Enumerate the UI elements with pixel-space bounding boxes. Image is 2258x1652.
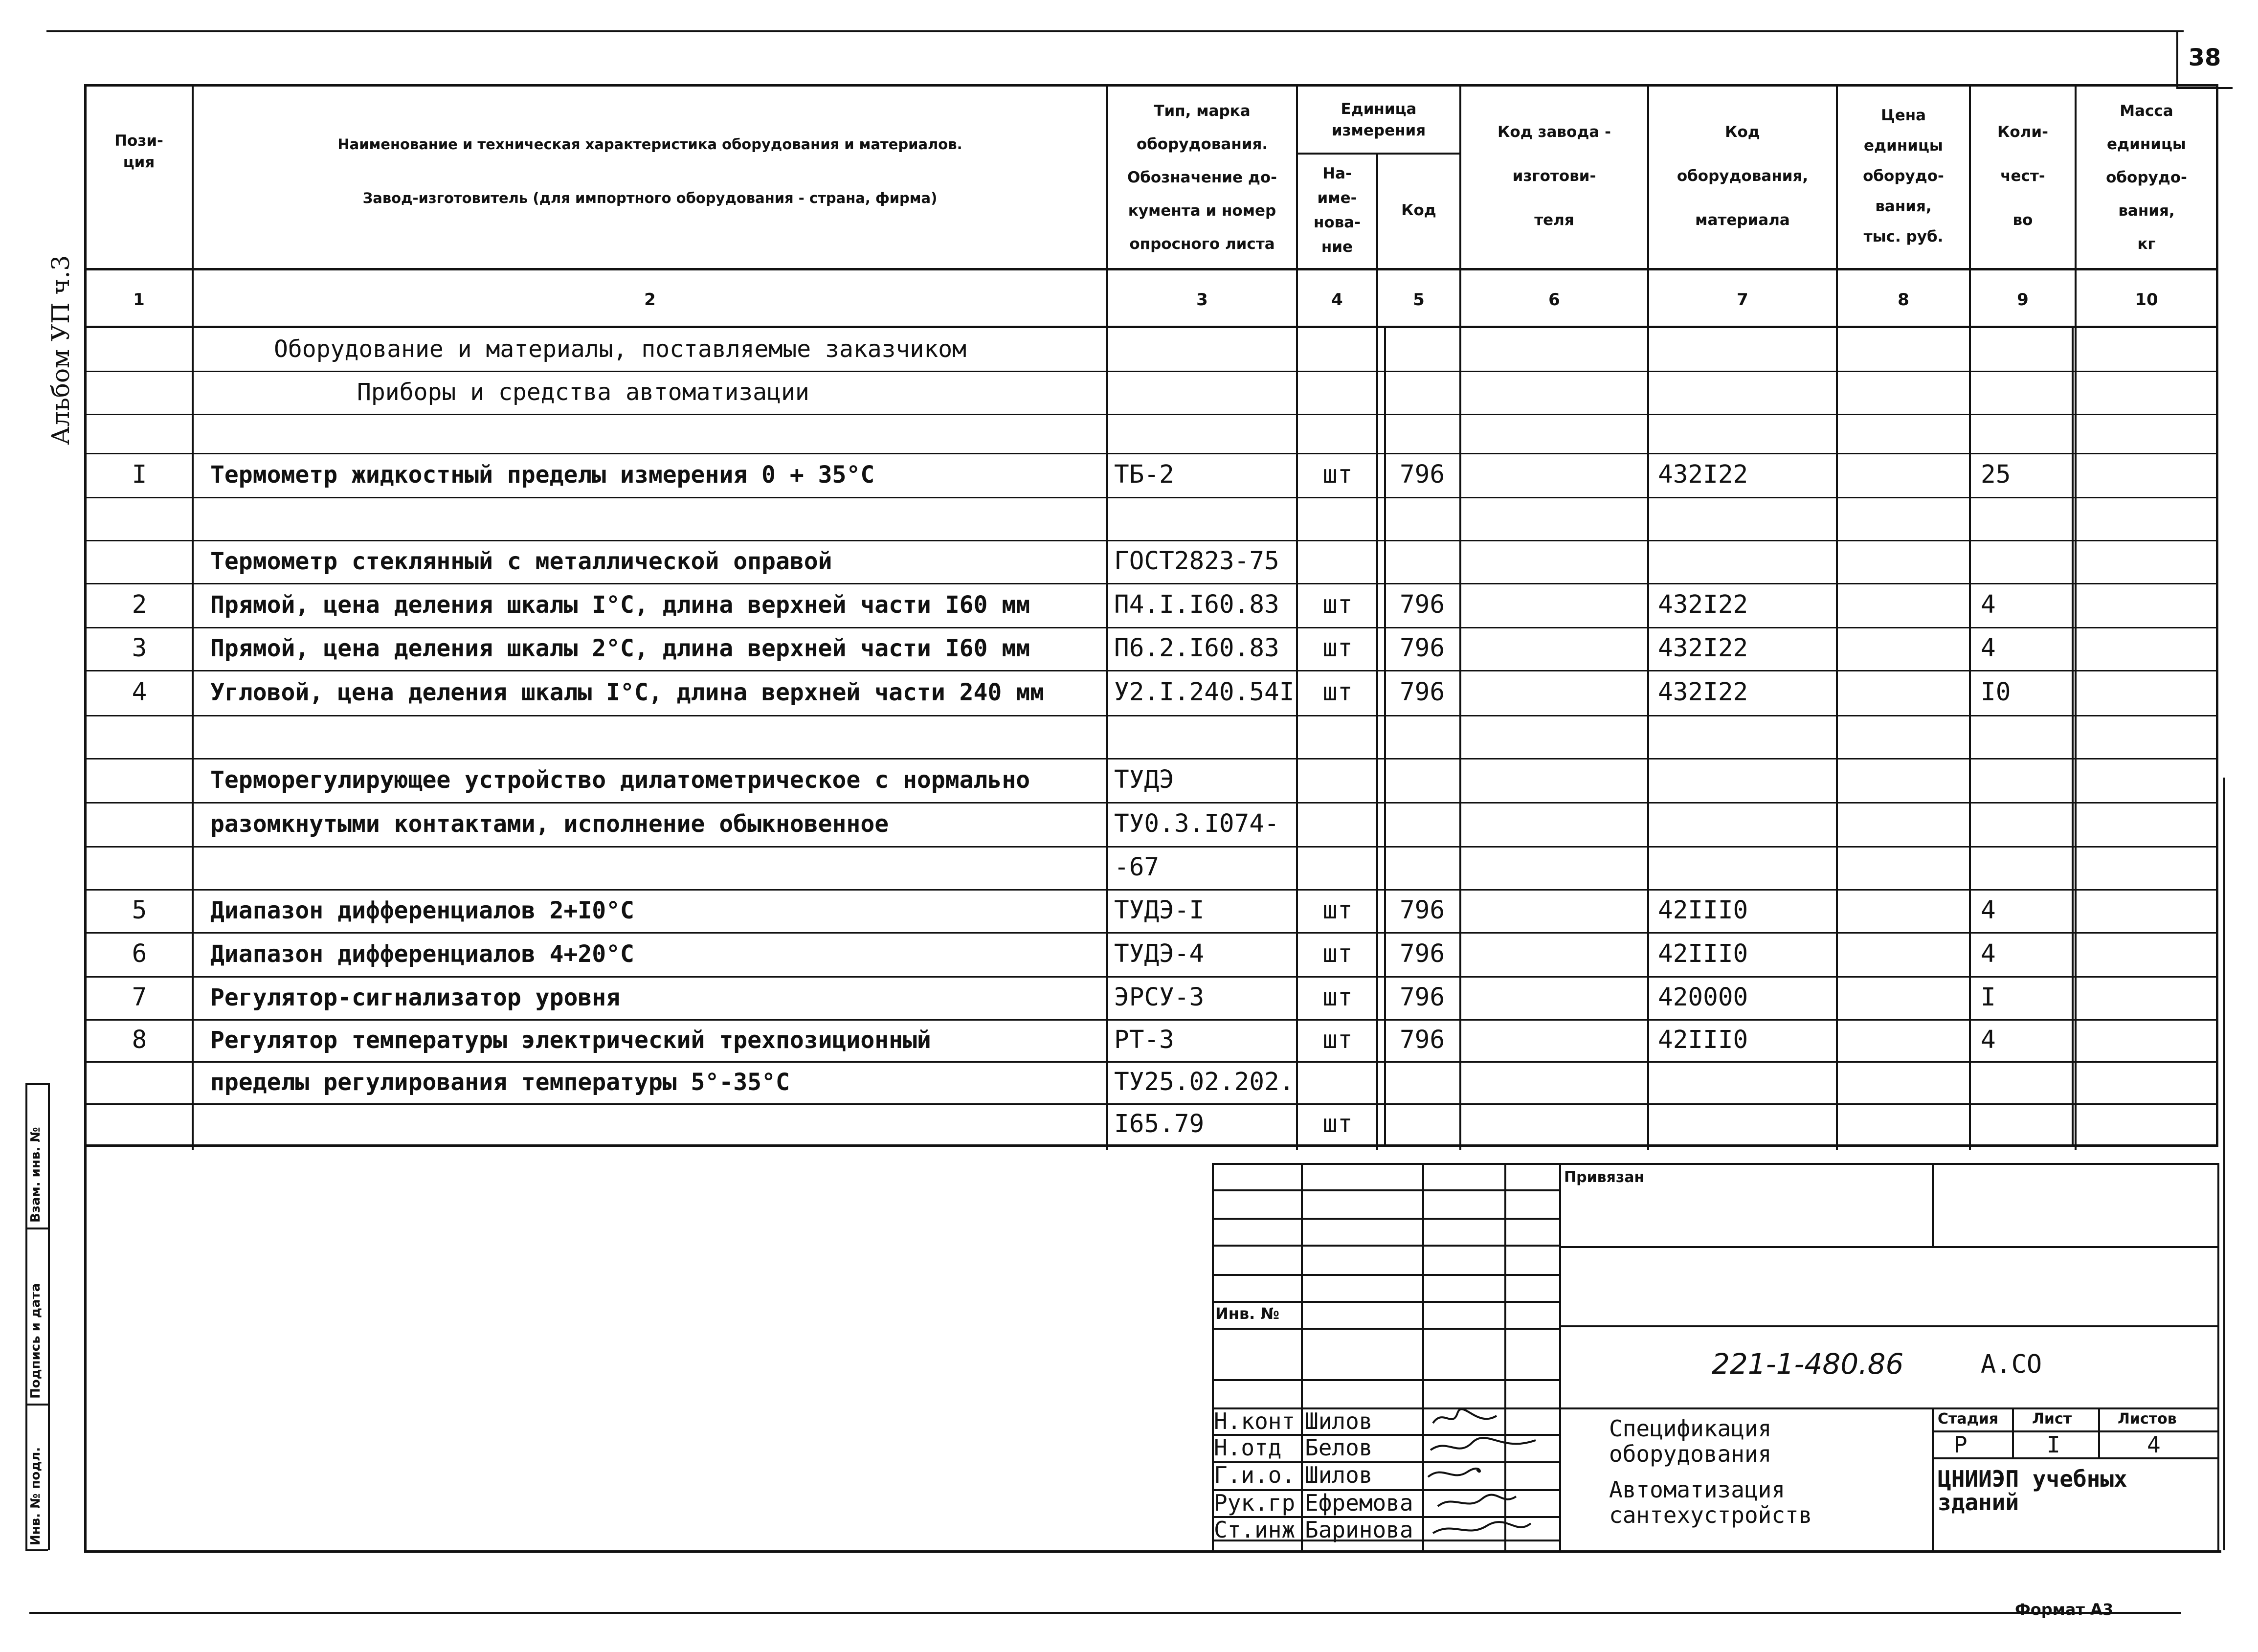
- cell-qty: 25: [1981, 460, 2011, 489]
- cell-qty: I: [1981, 983, 1996, 1012]
- cell-type: ГОСТ2823-75: [1114, 547, 1279, 576]
- cell-type: РТ-3: [1114, 1026, 1174, 1054]
- cell-equip: [1658, 802, 1834, 846]
- cell-unit: шт: [1322, 896, 1353, 925]
- bottom-rule: [29, 1612, 2181, 1614]
- cell-equip: [1658, 328, 1834, 371]
- cell-name: Прямой, цена деления шкалы 2°С, длина верхней части I60 мм: [210, 635, 1030, 662]
- cell-type: ТУ25.02.202.: [1114, 1068, 1295, 1096]
- cell-unit: [1301, 328, 1374, 371]
- cell-code: [1388, 328, 1456, 371]
- title-specification: Спецификация оборудования: [1609, 1415, 1772, 1467]
- cell-type: ЭРСУ-3: [1114, 983, 1205, 1012]
- cell-equip: [1658, 540, 1834, 583]
- sheet-number: 38: [2188, 44, 2221, 71]
- cell-qty: 4: [1981, 634, 1996, 663]
- header-mass: Масса единицы оборудо- вания, кг: [2106, 102, 2187, 253]
- col-number: 9: [2017, 290, 2029, 310]
- cell-name: пределы регулирования температуры 5°-35°С: [210, 1069, 790, 1096]
- col-number: 2: [644, 290, 656, 310]
- cell-unit: шт: [1322, 590, 1353, 619]
- cell-type: [1114, 497, 1295, 540]
- stage-label: Стадия: [1938, 1410, 1999, 1428]
- cell-unit: шт: [1322, 983, 1353, 1012]
- cell-name: Регулятор-сигнализатор уровня: [210, 984, 621, 1011]
- stage-value: Р: [1954, 1431, 1967, 1458]
- cell-code: [1388, 1103, 1456, 1145]
- document-code: 221-1-480.86: [1712, 1347, 1904, 1381]
- document-suffix: А.СО: [1981, 1350, 2042, 1379]
- signer-role: Н.отд: [1214, 1434, 1282, 1461]
- cell-qty: 4: [1981, 896, 1996, 925]
- cell-pos: 4: [132, 678, 147, 707]
- cell-equip: 432I22: [1658, 678, 1748, 707]
- cell-unit: шт: [1322, 634, 1353, 663]
- cell-equip: [1658, 414, 1834, 453]
- cell-unit: [1301, 715, 1374, 758]
- cell-code: 796: [1399, 939, 1445, 968]
- cell-qty: [1981, 414, 2069, 453]
- cell-qty: I0: [1981, 678, 2011, 707]
- cell-code: [1388, 846, 1456, 889]
- cell-pos: [88, 371, 191, 414]
- cell-pos: 7: [132, 983, 147, 1012]
- cell-equip: [1658, 758, 1834, 802]
- col-number: 6: [1548, 290, 1560, 310]
- header-unit: Единица измерения: [1331, 100, 1426, 139]
- col-number: 4: [1331, 290, 1343, 310]
- col-number: 10: [2135, 290, 2158, 310]
- cell-code: [1388, 715, 1456, 758]
- cell-qty: [1981, 1061, 2069, 1103]
- cell-unit: шт: [1322, 1110, 1353, 1139]
- sheets-label: Листов: [2118, 1410, 2177, 1428]
- cell-equip: 432I22: [1658, 460, 1748, 489]
- col-number: 1: [133, 290, 145, 310]
- cell-unit: [1301, 414, 1374, 453]
- cell-qty: [1981, 540, 2069, 583]
- signature-scribble: [1438, 1495, 1516, 1506]
- cell-qty: [1981, 846, 2069, 889]
- cell-unit: шт: [1322, 678, 1353, 707]
- cell-code: [1388, 414, 1456, 453]
- cell-equip: [1658, 715, 1834, 758]
- signature-scribble: [1433, 1409, 1497, 1423]
- cell-equip: 42III0: [1658, 896, 1748, 925]
- cell-unit: [1301, 497, 1374, 540]
- cell-pos: 8: [132, 1026, 147, 1054]
- cell-equip: [1658, 497, 1834, 540]
- cell-code: 796: [1399, 634, 1445, 663]
- signatures-graphic: [1423, 1404, 1560, 1550]
- sheet-label: Лист: [2032, 1410, 2072, 1428]
- cell-code: 796: [1399, 1026, 1445, 1054]
- signer-role: Н.конт: [1214, 1408, 1296, 1434]
- cell-name: Прямой, цена деления шкалы I°С, длина верхней части I60 мм: [210, 591, 1030, 619]
- cell-name: [210, 414, 1100, 453]
- cell-pos: [88, 715, 191, 758]
- cell-code: 796: [1399, 460, 1445, 489]
- cell-code: [1388, 802, 1456, 846]
- cell-type: ТУ0.3.I074-: [1114, 809, 1279, 838]
- organization: ЦНИИЭП учебных зданий: [1938, 1466, 2127, 1516]
- cell-pos: 3: [132, 634, 147, 663]
- cell-name: [210, 715, 1100, 758]
- cell-qty: 4: [1981, 590, 1996, 619]
- cell-pos: [88, 1061, 191, 1103]
- cell-equip: [1658, 1103, 1834, 1145]
- cell-code: [1388, 758, 1456, 802]
- col-number: 8: [1898, 290, 1909, 310]
- cell-qty: [1981, 371, 2069, 414]
- cell-equip: 432I22: [1658, 634, 1748, 663]
- cell-name: [210, 846, 1100, 889]
- cell-pos: [88, 1103, 191, 1145]
- header-plant-code: Код завода - изготови- теля: [1498, 123, 1611, 229]
- cell-unit: [1301, 540, 1374, 583]
- signature-scribble: [1433, 1522, 1531, 1533]
- signer-name: Белов: [1305, 1434, 1373, 1461]
- signature-scribble: [1431, 1438, 1536, 1450]
- table-bottom-border: [84, 1550, 2221, 1553]
- header-price: Цена единицы оборудо- вания, тыс. руб.: [1863, 107, 1944, 246]
- cell-equip: [1658, 371, 1834, 414]
- privyazan-label: Привязан: [1564, 1169, 1645, 1186]
- signer-name: Ефремова: [1305, 1490, 1413, 1516]
- cell-name: Регулятор температуры электрический трехпозиционный: [210, 1027, 931, 1054]
- cell-pos: 5: [132, 896, 147, 925]
- col-number: 7: [1737, 290, 1748, 310]
- cell-unit: [1301, 802, 1374, 846]
- signer-name: Шилов: [1305, 1408, 1373, 1434]
- cell-pos: [88, 328, 191, 371]
- format-label: Формат А3: [2015, 1600, 2114, 1619]
- cell-unit: [1301, 371, 1374, 414]
- top-rule: [46, 30, 2184, 32]
- header-type: Тип, марка оборудования. Обозначение до- кумента и номер опросного листа: [1127, 102, 1277, 253]
- cell-type: ТУДЭ: [1114, 765, 1174, 794]
- signer-name: Шилов: [1305, 1462, 1373, 1488]
- cell-pos: I: [132, 460, 147, 489]
- cell-qty: 4: [1981, 1026, 1996, 1054]
- cell-unit: [1301, 1061, 1374, 1103]
- cell-qty: 4: [1981, 939, 1996, 968]
- cell-type: I65.79: [1114, 1110, 1205, 1139]
- cell-type: ТУДЭ-4: [1114, 939, 1205, 968]
- cell-code: [1388, 371, 1456, 414]
- cell-type: ТБ-2: [1114, 460, 1174, 489]
- cell-qty: [1981, 328, 2069, 371]
- cell-qty: [1981, 1103, 2069, 1145]
- header-unit-name: На- име- нова- ние: [1313, 165, 1361, 256]
- cell-unit: [1301, 846, 1374, 889]
- cell-pos: 6: [132, 939, 147, 968]
- signer-role: Г.и.о.: [1214, 1462, 1296, 1488]
- sheets-value: 4: [2147, 1431, 2161, 1458]
- cell-type: [1114, 371, 1295, 414]
- cell-qty: [1981, 802, 2069, 846]
- inv-number-label: Инв. №: [1215, 1304, 1279, 1323]
- cell-type: П4.I.I60.83: [1114, 590, 1279, 619]
- header-position: Пози- ция: [114, 132, 163, 171]
- cell-unit: шт: [1322, 939, 1353, 968]
- col-number: 3: [1196, 290, 1208, 310]
- cell-name: Терморегулирующее устройство дилатометрическое с нормально: [210, 766, 1030, 794]
- cell-code: [1388, 497, 1456, 540]
- cell-code: 796: [1399, 590, 1445, 619]
- album-label: Альбом УП ч.3: [46, 255, 75, 445]
- table-top-border: [84, 84, 2218, 87]
- cell-name: Диапазон дифференциалов 2+I0°С: [210, 897, 634, 924]
- cell-qty: [1981, 758, 2069, 802]
- cell-name: Термометр жидкостный пределы измерения 0 + 35°С: [210, 461, 875, 489]
- cell-equip: [1658, 1061, 1834, 1103]
- cell-pos: [88, 414, 191, 453]
- stamp-inv-original: Инв. № подл.: [28, 1447, 43, 1545]
- signature-scribble: [1428, 1469, 1480, 1477]
- cell-code: 796: [1399, 983, 1445, 1012]
- stamp-replaced-inv: Взам. инв. №: [28, 1127, 43, 1223]
- sheet-value: I: [2047, 1431, 2060, 1458]
- signer-role: Рук.гр: [1214, 1490, 1296, 1516]
- cell-name: Термометр стеклянный с металлической оправой: [210, 548, 832, 575]
- cell-pos: 2: [132, 590, 147, 619]
- cell-pos: [88, 846, 191, 889]
- cell-type: -67: [1114, 853, 1160, 882]
- cell-code: [1388, 540, 1456, 583]
- title-automation: Автоматизация сантехустройств: [1609, 1476, 1812, 1528]
- cell-qty: [1981, 497, 2069, 540]
- cell-type: П6.2.I60.83: [1114, 634, 1279, 663]
- cell-pos: [88, 802, 191, 846]
- cell-name: Приборы и средства автоматизации: [357, 379, 809, 406]
- cell-unit: шт: [1322, 460, 1353, 489]
- cell-qty: [1981, 715, 2069, 758]
- header-name: Наименование и техническая характеристика оборудования и материалов. Завод-изготовитель (для импортного оборудования - страна, фирма): [337, 136, 962, 206]
- cell-pos: [88, 758, 191, 802]
- cell-equip: 42III0: [1658, 939, 1748, 968]
- cell-name: [210, 1103, 1100, 1145]
- cell-unit: [1301, 758, 1374, 802]
- cell-name: [210, 497, 1100, 540]
- header-equipment-code: Код оборудования, материала: [1677, 123, 1809, 229]
- cell-equip: 432I22: [1658, 590, 1748, 619]
- cell-equip: [1658, 846, 1834, 889]
- cell-pos: [88, 540, 191, 583]
- signer-role: Ст.инж: [1214, 1517, 1296, 1543]
- cell-equip: 42III0: [1658, 1026, 1748, 1054]
- cell-type: У2.I.240.54I: [1114, 678, 1295, 707]
- cell-code: [1388, 1061, 1456, 1103]
- cell-type: [1114, 328, 1295, 371]
- signer-name: Баринова: [1305, 1517, 1413, 1543]
- cell-code: 796: [1399, 678, 1445, 707]
- cell-unit: шт: [1322, 1026, 1353, 1054]
- col-number: 5: [1413, 290, 1425, 310]
- cell-code: 796: [1399, 896, 1445, 925]
- stamp-sign-date: Подпись и дата: [28, 1283, 43, 1399]
- cell-type: ТУДЭ-I: [1114, 896, 1205, 925]
- header-unit-code: Код: [1401, 201, 1436, 219]
- cell-name: Угловой, цена деления шкалы I°С, длина верхней части 240 мм: [210, 679, 1045, 706]
- row-divider: [84, 1145, 2218, 1147]
- cell-type: [1114, 414, 1295, 453]
- cell-name: разомкнутыми контактами, исполнение обыкновенное: [210, 810, 889, 838]
- cell-type: [1114, 715, 1295, 758]
- header-quantity: Коли- чест- во: [1997, 123, 2048, 229]
- cell-pos: [88, 497, 191, 540]
- cell-name: Диапазон дифференциалов 4+20°С: [210, 940, 634, 968]
- cell-name: Оборудование и материалы, поставляемые заказчиком: [274, 335, 967, 363]
- cell-equip: 420000: [1658, 983, 1748, 1012]
